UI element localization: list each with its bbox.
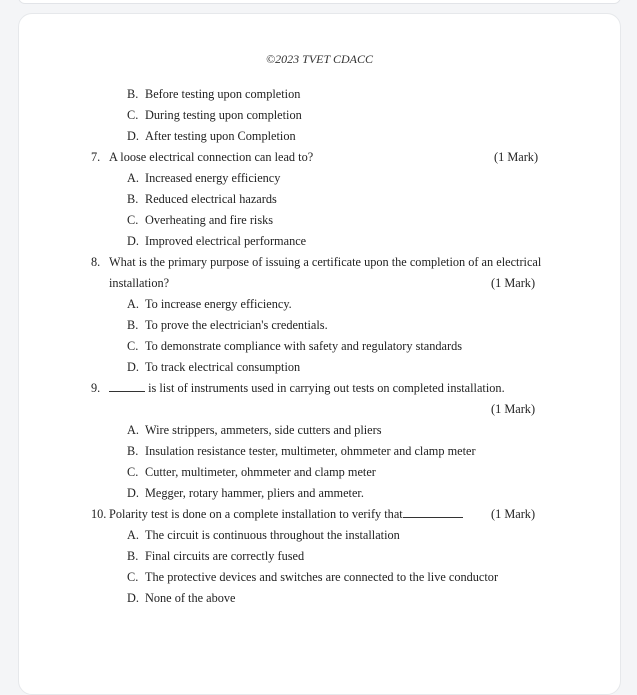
option-letter: D. (127, 360, 139, 374)
q9-text: is list of instruments used in carrying out tests on completed installation. (148, 381, 505, 395)
option-letter: C. (127, 213, 139, 227)
document-page (18, 13, 621, 695)
option-letter: B. (127, 192, 139, 206)
option-letter: B. (127, 87, 139, 101)
option-text: Reduced electrical hazards (145, 192, 277, 206)
q10-number: 10. (91, 507, 107, 521)
q7-option-a (127, 170, 280, 186)
q9-option-a (127, 422, 382, 438)
option-text: After testing upon Completion (145, 129, 296, 143)
option-text: Cutter, multimeter, ohmmeter and clamp meter (145, 465, 376, 479)
option-text: To demonstrate compliance with safety and regulatory standards (145, 339, 463, 353)
option-letter: C. (127, 339, 139, 353)
q6-option-d (127, 128, 296, 144)
q10-option-c (127, 569, 498, 585)
q10-text: Polarity test is done on a complete installation to verify that (109, 507, 403, 521)
q7-option-c (127, 212, 273, 228)
option-letter: C. (127, 108, 139, 122)
option-letter: A. (127, 171, 139, 185)
q8-text-line2: installation? (109, 276, 170, 290)
option-text: The circuit is continuous throughout the installation (145, 528, 400, 542)
option-text: To prove the electrician's credentials. (145, 318, 328, 332)
q6-option-b (127, 86, 300, 102)
q7-text: A loose electrical connection can lead to? (109, 150, 314, 164)
q10-question (109, 506, 463, 522)
option-text: Improved electrical performance (145, 234, 307, 248)
q7-number: 7. (91, 150, 101, 164)
option-letter: D. (127, 234, 139, 248)
option-text: During testing upon completion (145, 108, 302, 122)
page-header-copyright: ©2023 TVET CDACC (266, 52, 373, 66)
q9-mark: (1 Mark) (491, 402, 536, 416)
option-letter: D. (127, 486, 139, 500)
option-letter: A. (127, 528, 139, 542)
q7-option-d (127, 233, 306, 249)
q8-option-c (127, 338, 462, 354)
option-text: Increased energy efficiency (145, 171, 281, 185)
option-letter: C. (127, 570, 139, 584)
q6-option-c (127, 107, 302, 123)
q10-option-b (127, 548, 304, 564)
q9-option-d (127, 485, 364, 501)
option-letter: C. (127, 465, 139, 479)
option-text: Overheating and fire risks (145, 213, 274, 227)
q9-question (109, 380, 505, 396)
q8-number: 8. (91, 255, 101, 269)
option-letter: D. (127, 591, 139, 605)
option-text: Wire strippers, ammeters, side cutters and pliers (145, 423, 382, 437)
option-text: Before testing upon completion (145, 87, 301, 101)
option-text: The protective devices and switches are connected to the live conductor (145, 570, 499, 584)
q8-mark: (1 Mark) (491, 276, 536, 290)
answer-blank (403, 517, 463, 518)
q10-option-d (127, 590, 236, 606)
option-text: None of the above (145, 591, 236, 605)
answer-blank (109, 391, 145, 392)
option-text: Insulation resistance tester, multimeter, ohmmeter and clamp meter (145, 444, 476, 458)
q10-mark: (1 Mark) (491, 507, 536, 521)
option-text: Final circuits are correctly fused (145, 549, 305, 563)
q9-option-b (127, 443, 476, 459)
option-letter: A. (127, 297, 139, 311)
q8-option-d (127, 359, 300, 375)
q9-number: 9. (91, 381, 101, 395)
q10-option-a (127, 527, 400, 543)
q8-text-line1: What is the primary purpose of issuing a certificate upon the completion of an electrical (109, 255, 542, 269)
q9-option-c (127, 464, 376, 480)
q7-option-b (127, 191, 277, 207)
option-text: To track electrical consumption (145, 360, 301, 374)
option-letter: B. (127, 549, 139, 563)
previous-page-edge (18, 0, 621, 4)
option-letter: B. (127, 318, 139, 332)
option-letter: A. (127, 423, 139, 437)
option-letter: D. (127, 129, 139, 143)
q8-option-a (127, 296, 292, 312)
option-text: To increase energy efficiency. (145, 297, 292, 311)
q7-mark: (1 Mark) (494, 150, 539, 164)
option-text: Megger, rotary hammer, pliers and ammeter. (145, 486, 364, 500)
option-letter: B. (127, 444, 139, 458)
q8-option-b (127, 317, 328, 333)
